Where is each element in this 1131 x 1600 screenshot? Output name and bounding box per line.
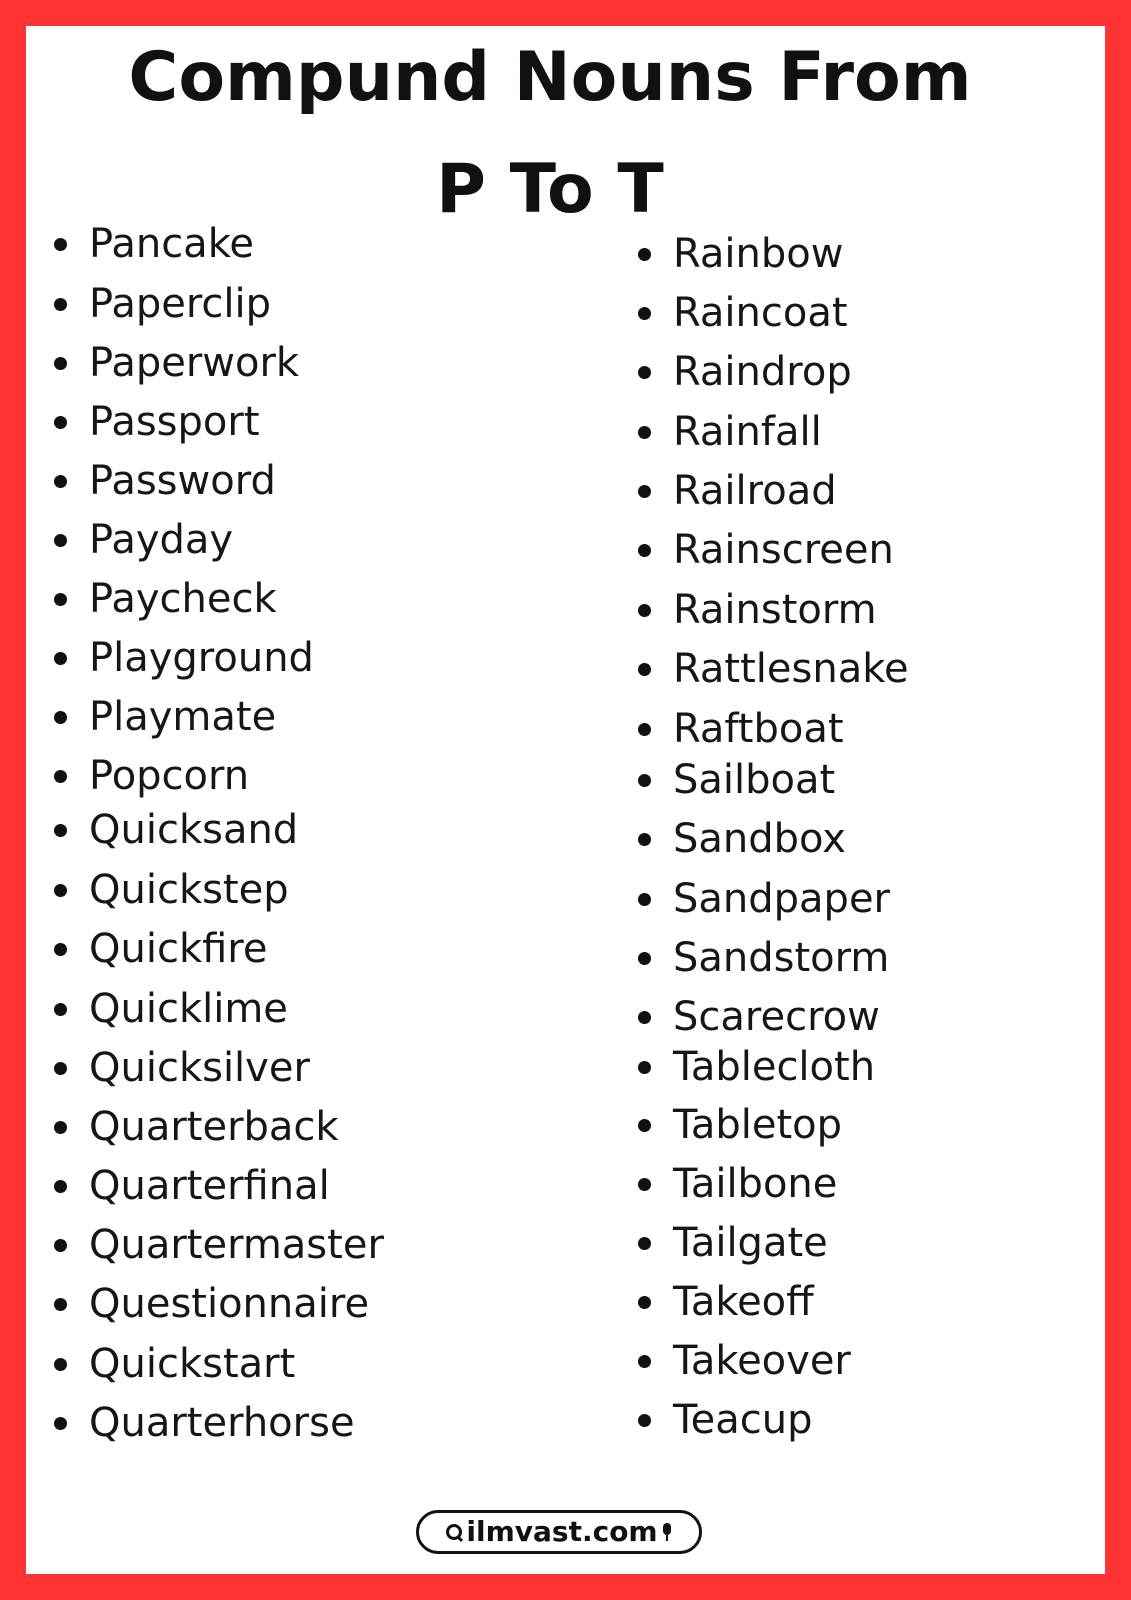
bullet-icon: [638, 1355, 651, 1368]
bullet-icon: [638, 426, 651, 439]
search-icon: [444, 1522, 464, 1542]
bullet-icon: [54, 534, 67, 547]
bullet-icon: [638, 1237, 651, 1250]
brand-label: ilmvast.com: [466, 1515, 658, 1548]
list-item-label: Tailgate: [673, 1220, 828, 1266]
bullet-icon: [54, 770, 67, 783]
list-item-label: Quickfire: [89, 926, 268, 972]
list-item-label: Password: [89, 458, 276, 504]
bullet-icon: [638, 663, 651, 676]
list-item-label: Paperclip: [89, 281, 272, 327]
list-item-label: Takeoff: [673, 1279, 814, 1325]
bullet-icon: [54, 711, 67, 724]
list-item-label: Passport: [89, 399, 260, 445]
bullet-icon: [638, 952, 651, 965]
list-item-label: Rainfall: [673, 409, 822, 455]
bullet-icon: [54, 1180, 67, 1193]
bullet-icon: [54, 1358, 67, 1371]
list-item-label: Takeover: [673, 1338, 851, 1384]
bullet-icon: [54, 357, 67, 370]
list-item-label: Quicksand: [89, 807, 299, 853]
bullet-icon: [638, 1178, 651, 1191]
bullet-icon: [638, 604, 651, 617]
bullet-icon: [54, 416, 67, 429]
list-item-label: Rainbow: [673, 231, 844, 277]
bullet-icon: [638, 774, 651, 787]
list-item-label: Popcorn: [89, 753, 250, 799]
bullet-icon: [54, 1298, 67, 1311]
site-brand-badge: [416, 1510, 702, 1554]
list-item-label: Quicklime: [89, 986, 288, 1032]
list-item-label: Rattlesnake: [673, 646, 909, 692]
bullet-icon: [638, 1119, 651, 1132]
list-item-label: Sandbox: [673, 816, 846, 862]
list-item-label: Paycheck: [89, 576, 277, 622]
bullet-icon: [638, 723, 651, 736]
bullet-icon: [638, 1011, 651, 1024]
bullet-icon: [54, 1239, 67, 1252]
page-title: [0, 22, 1100, 246]
list-item-label: Paperwork: [89, 340, 300, 386]
bullet-icon: [638, 1414, 651, 1427]
list-item-label: Raftboat: [673, 706, 844, 752]
bullet-icon: [54, 298, 67, 311]
list-item-label: Quarterhorse: [89, 1400, 355, 1446]
list-item-label: Quartermaster: [89, 1222, 384, 1268]
bullet-icon: [54, 1003, 67, 1016]
bullet-icon: [54, 475, 67, 488]
list-item-label: Raincoat: [673, 290, 848, 336]
list-item-label: Tabletop: [673, 1102, 842, 1148]
list-item-label: Rainscreen: [673, 527, 894, 573]
bullet-icon: [638, 1061, 651, 1074]
list-item-label: Tailbone: [673, 1161, 838, 1207]
bullet-icon: [638, 1296, 651, 1309]
bullet-icon: [638, 248, 651, 261]
bullet-icon: [54, 593, 67, 606]
list-item-label: Sandpaper: [673, 876, 890, 922]
bullet-icon: [54, 238, 67, 251]
bullet-icon: [54, 1121, 67, 1134]
list-item-label: Tablecloth: [673, 1044, 876, 1090]
bullet-icon: [638, 366, 651, 379]
title-line-1: Compund Nouns From: [128, 38, 972, 117]
list-item-label: Payday: [89, 517, 234, 563]
list-item-label: Sandstorm: [673, 935, 890, 981]
list-item-label: Scarecrow: [673, 994, 880, 1040]
list-item-label: Raindrop: [673, 349, 852, 395]
list-item-label: Quicksilver: [89, 1045, 310, 1091]
list-item-label: Quarterfinal: [89, 1163, 330, 1209]
list-item-label: Playground: [89, 635, 314, 681]
bullet-icon: [54, 1062, 67, 1075]
list-item-label: Railroad: [673, 468, 837, 514]
bullet-icon: [638, 833, 651, 846]
list-item-label: Questionnaire: [89, 1281, 370, 1327]
bullet-icon: [54, 943, 67, 956]
list-item-label: Rainstorm: [673, 587, 877, 633]
bullet-icon: [638, 544, 651, 557]
title-line-2: P To T: [436, 150, 664, 229]
list-item-label: Playmate: [89, 694, 277, 740]
bullet-icon: [54, 824, 67, 837]
bullet-icon: [54, 1417, 67, 1430]
bullet-icon: [54, 652, 67, 665]
list-item-label: Sailboat: [673, 757, 836, 803]
list-item-label: Quickstep: [89, 867, 289, 913]
bullet-icon: [638, 307, 651, 320]
list-item-label: Quickstart: [89, 1341, 296, 1387]
bullet-icon: [54, 884, 67, 897]
microphone-icon: [660, 1521, 674, 1543]
list-item-label: Quarterback: [89, 1104, 339, 1150]
bullet-icon: [638, 485, 651, 498]
bullet-icon: [638, 893, 651, 906]
list-item-label: Pancake: [89, 221, 255, 267]
list-item-label: Teacup: [673, 1397, 813, 1443]
